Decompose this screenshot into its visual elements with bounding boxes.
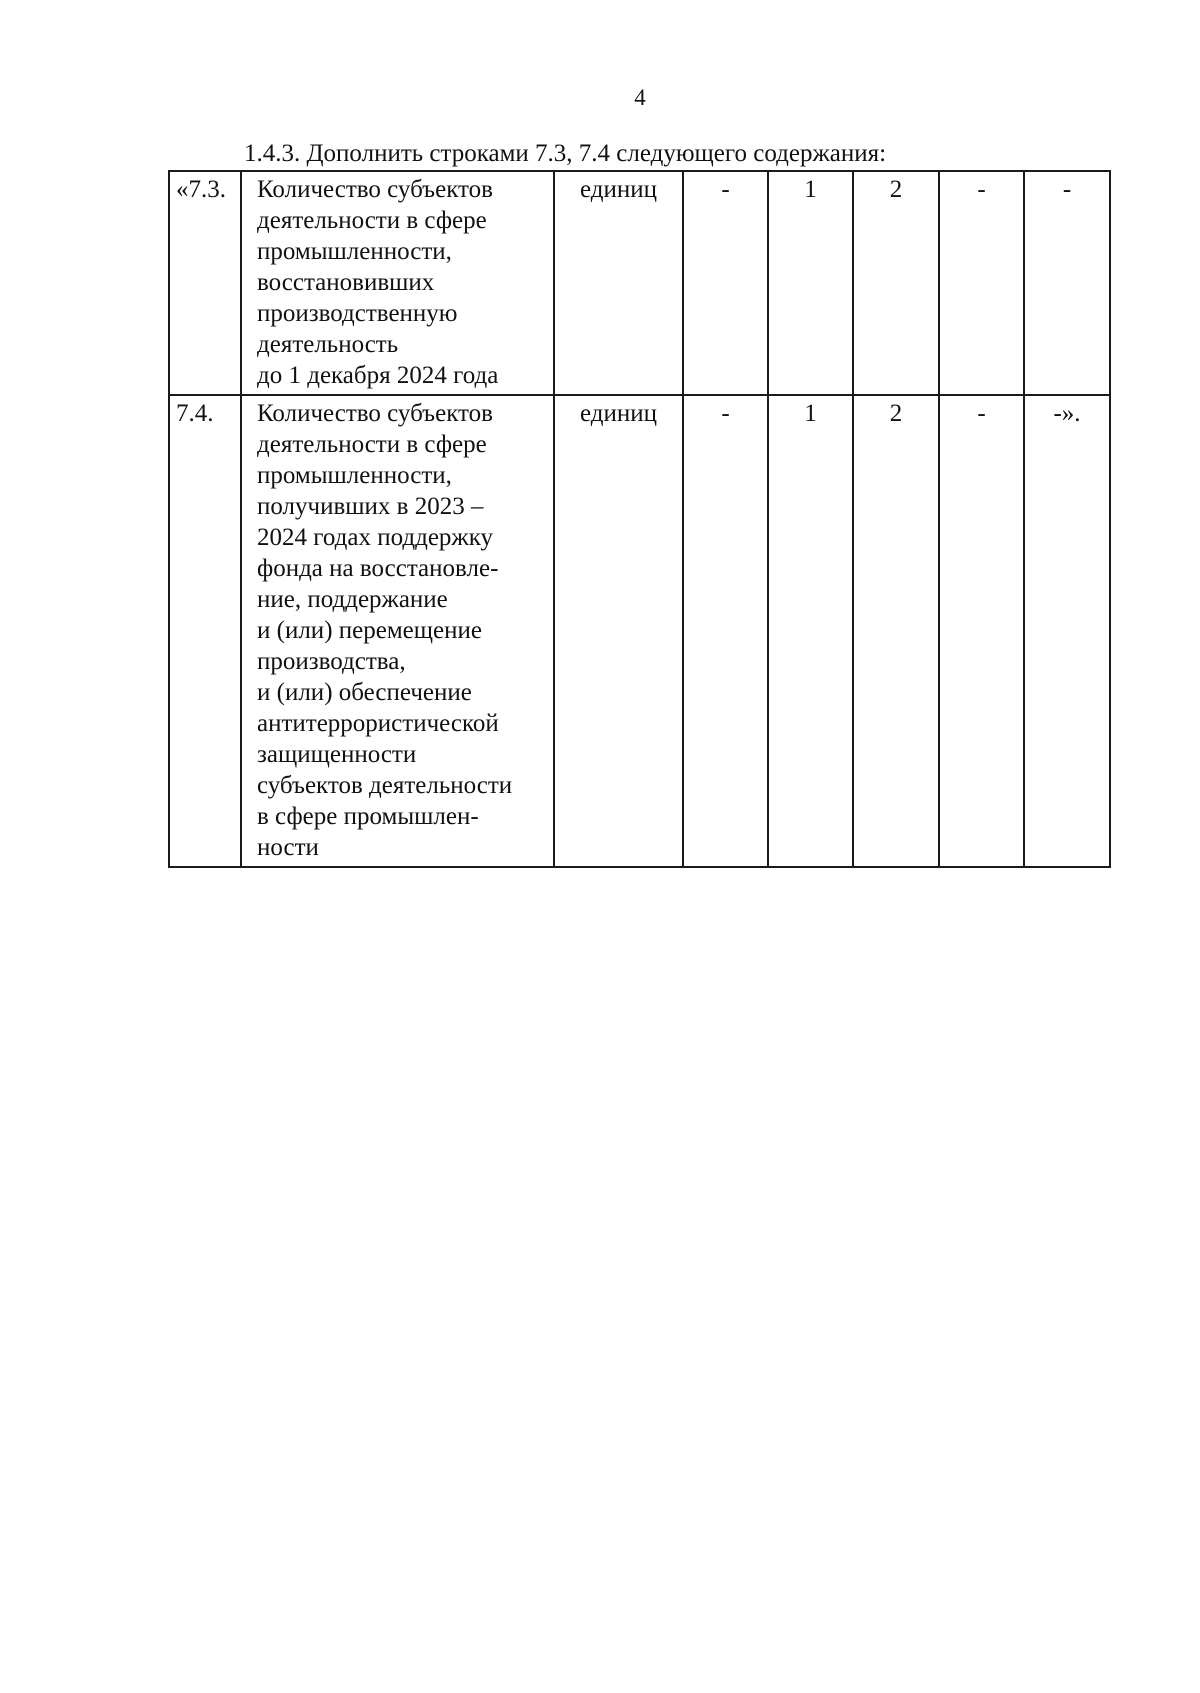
- value-cell: 2: [853, 395, 939, 867]
- description-line: ности: [257, 834, 319, 861]
- value-cell: -».: [1024, 395, 1110, 867]
- page-number: 4: [634, 85, 646, 110]
- value-cell: -: [939, 395, 1024, 867]
- description-line: ние, поддержание: [257, 586, 448, 613]
- value-cell: -: [1024, 171, 1110, 395]
- description-line: промышленности,: [257, 462, 452, 489]
- row-number: «7.3.: [169, 171, 241, 395]
- value-cell: 1: [768, 395, 853, 867]
- indicator-description: [241, 171, 554, 395]
- description-line: производственную: [257, 300, 458, 327]
- value-cell: 2: [853, 171, 939, 395]
- value-cell: -: [683, 171, 768, 395]
- description-line: защищенности: [257, 741, 417, 768]
- description-line: восстановивших: [257, 269, 435, 296]
- description-line: промышленности,: [257, 238, 452, 265]
- description-line: получивших в 2023 –: [257, 493, 484, 520]
- description-line: деятельности в сфере: [257, 431, 487, 458]
- row-number: 7.4.: [169, 395, 241, 867]
- description-line: и (или) обеспечение: [257, 679, 472, 706]
- amendment-table: [168, 170, 1111, 868]
- unit-cell: единиц: [554, 171, 683, 395]
- value-cell: -: [939, 171, 1024, 395]
- value-cell: -: [683, 395, 768, 867]
- value-cell: 1: [768, 171, 853, 395]
- description-line: в сфере промышлен-: [257, 803, 479, 830]
- description-line: антитеррористической: [257, 710, 499, 737]
- table-row-7-3: [169, 171, 1110, 395]
- description-line: Количество субъектов: [257, 176, 493, 203]
- description-line: деятельности в сфере: [257, 207, 487, 234]
- table-row-7-4: [169, 395, 1110, 867]
- description-line: производства,: [257, 648, 406, 675]
- description-line: деятельность: [257, 331, 399, 358]
- description-line: 2024 годах поддержку: [257, 524, 493, 551]
- amendment-intro: 1.4.3. Дополнить строками 7.3, 7.4 следующего содержания:: [244, 140, 887, 167]
- unit-cell: единиц: [554, 395, 683, 867]
- description-line: субъектов деятельности: [257, 772, 513, 799]
- description-line: и (или) перемещение: [257, 617, 482, 644]
- description-line: Количество субъектов: [257, 400, 493, 427]
- description-line: фонда на восстановле-: [257, 555, 499, 582]
- indicator-description: [241, 395, 554, 867]
- description-line: до 1 декабря 2024 года: [257, 362, 499, 389]
